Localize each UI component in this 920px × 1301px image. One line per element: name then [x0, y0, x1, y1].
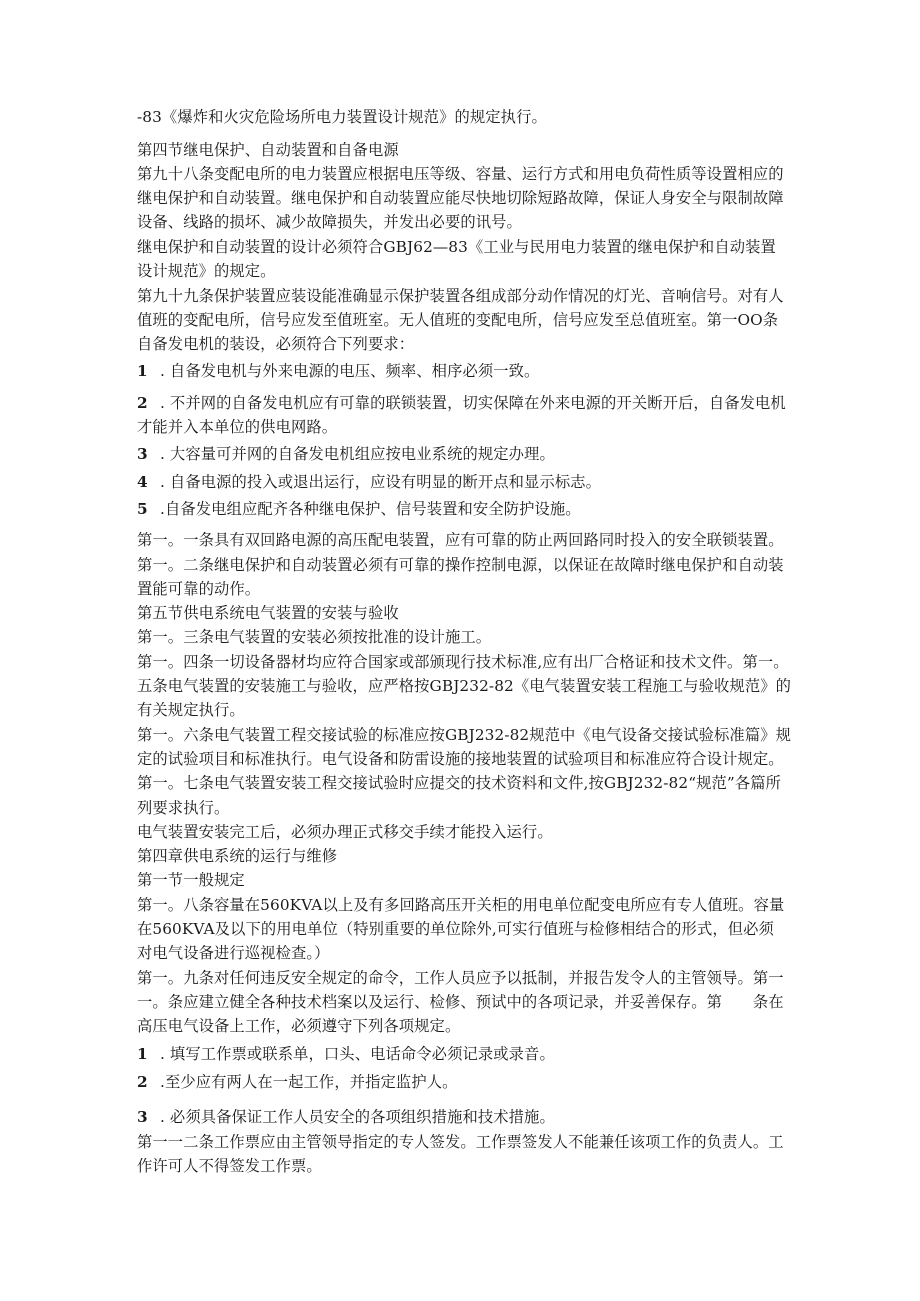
list-number: 4: [137, 473, 148, 491]
text-line: 高压电气设备上工作，必须遵守下列各项规定。: [137, 1017, 461, 1035]
list-number: 2: [137, 1073, 148, 1091]
list-item: [137, 361, 797, 381]
text-line: -83《爆炸和火灾危险场所电力装置设计规范》的规定执行。: [137, 108, 547, 126]
text-line: 第一。三条电气装置的安装必须按批准的设计施工。: [137, 628, 492, 646]
text-line: 第一。六条电气装置工程交接试验的标准应按GBJ232-82规范中《电气设备交接试验标准篇》规: [137, 726, 792, 744]
text-line: 才能并入本单位的供电网路。: [137, 418, 338, 436]
text-line: 列要求执行。: [137, 799, 230, 817]
list-item: [137, 444, 797, 464]
text-line: 第一一二条工作票应由主管领导指定的专人签发。工作票签发人不能兼任该项工作的负责人。工: [137, 1133, 784, 1151]
list-item-text: . 自备发电机与外来电源的电压、频率、相序必须一致。: [160, 362, 540, 380]
section-heading: 第五节供电系统电气装置的安装与验收: [137, 604, 399, 622]
text-line: 一。条应建立健全各种技术档案以及运行、检修、预试中的各项记录，并妥善保存。第 条在: [137, 993, 784, 1011]
list-item: [137, 1107, 797, 1127]
text-line: 置能可靠的动作。: [137, 580, 261, 598]
list-item-text: .自备发电组应配齐各种继电保护、信号装置和安全防护设施。: [160, 500, 581, 518]
list-number: 3: [137, 1108, 148, 1126]
text-line: 第一。八条容量在560KVA以上及有多回路高压开关柜的用电单位配变电所应有专人值班。容量: [137, 896, 785, 914]
text-line: 值班的变配电所，信号应发至值班室。无人值班的变配电所，信号应发至总值班室。第一OO条: [137, 311, 779, 329]
text-line: 自备发电机的装设，必须符合下列要求：: [137, 335, 415, 353]
text-line: 作许可人不得签发工作票。: [137, 1157, 322, 1175]
list-number: 1: [137, 362, 148, 380]
section-heading: 第一节一般规定: [137, 871, 245, 889]
text-line: 第一。九条对任何违反安全规定的命令，工作人员应予以抵制，并报告发令人的主管领导。第一: [137, 969, 784, 987]
text-line: 有关规定执行。: [137, 701, 245, 719]
text-line: 五条电气装置的安装施工与验收，应严格按GBJ232-82《电气装置安装工程施工与验收规范》的: [137, 677, 792, 695]
list-item-text: . 必须具备保证工作人员安全的各项组织措施和技术措施。: [160, 1108, 555, 1126]
text-line: 设备、线路的损坏、减少故障损失，并发出必要的讯号。: [137, 213, 522, 231]
chapter-heading: 第四章供电系统的运行与维修: [137, 847, 338, 865]
list-item: [137, 472, 797, 492]
text-line: 第一。四条一切设备器材均应符合国家或部颁现行技术标准,应有出厂合格证和技术文件。第一。: [137, 653, 789, 671]
text-line: 第九十八条变配电所的电力装置应根据电压等级、容量、运行方式和用电负荷性质等设置相应的: [137, 165, 784, 183]
section-heading: 第四节继电保护、自动装置和自备电源: [137, 141, 399, 159]
text-line: 第一。二条继电保护和自动装置必须有可靠的操作控制电源，以保证在故障时继电保护和自动装: [137, 556, 784, 574]
list-item: [137, 1072, 797, 1092]
text-line: 继电保护和自动装置。继电保护和自动装置应能尽快地切除短路故障，保证人身安全与限制故障: [137, 189, 784, 207]
list-item: [137, 499, 797, 519]
list-number: 5: [137, 500, 148, 518]
text-line: 第一。一条具有双回路电源的高压配电装置，应有可靠的防止两回路同时投入的安全联锁装置。: [137, 531, 784, 549]
list-number: 3: [137, 445, 148, 463]
text-line: 对电气设备进行巡视检查。）: [137, 944, 330, 962]
text-line: 在560KVA及以下的用电单位（特别重要的单位除外,可实行值班与检修相结合的形式，但必须: [137, 920, 774, 938]
list-item-text: . 不并网的自备发电机应有可靠的联锁装置，切实保障在外来电源的开关断开后，自备发电机: [160, 394, 786, 412]
text-line: 第一。七条电气装置安装工程交接试验时应提交的技术资料和文件,按GBJ232-82“规范”各篇所: [137, 774, 782, 792]
list-item-text: . 填写工作票或联系单，口头、电话命令必须记录或录音。: [160, 1045, 555, 1063]
text-line: 第九十九条保护装置应装设能准确显示保护装置各组成部分动作情况的灯光、音响信号。对有人: [137, 287, 784, 305]
list-item-text: . 大容量可并网的自备发电机组应按电业系统的规定办理。: [160, 445, 555, 463]
text-line: 设计规范》的规定。: [137, 262, 276, 280]
list-item-text: .至少应有两人在一起工作，并指定监护人。: [160, 1073, 458, 1091]
list-item: [137, 1044, 797, 1064]
text-line: 继电保护和自动装置的设计必须符合GBJ62—83《工业与民用电力装置的继电保护和自动装置: [137, 238, 776, 256]
text-line: 电气装置安装完工后，必须办理正式移交手续才能投入运行。: [137, 823, 553, 841]
text-line: 定的试验项目和标准执行。电气设备和防雷设施的接地装置的试验项目和标准应符合设计规定。: [137, 750, 784, 768]
list-number: 1: [137, 1045, 148, 1063]
list-item-text: . 自备电源的投入或退出运行，应设有明显的断开点和显示标志。: [160, 473, 602, 491]
list-number: 2: [137, 394, 148, 412]
list-item: [137, 393, 797, 413]
